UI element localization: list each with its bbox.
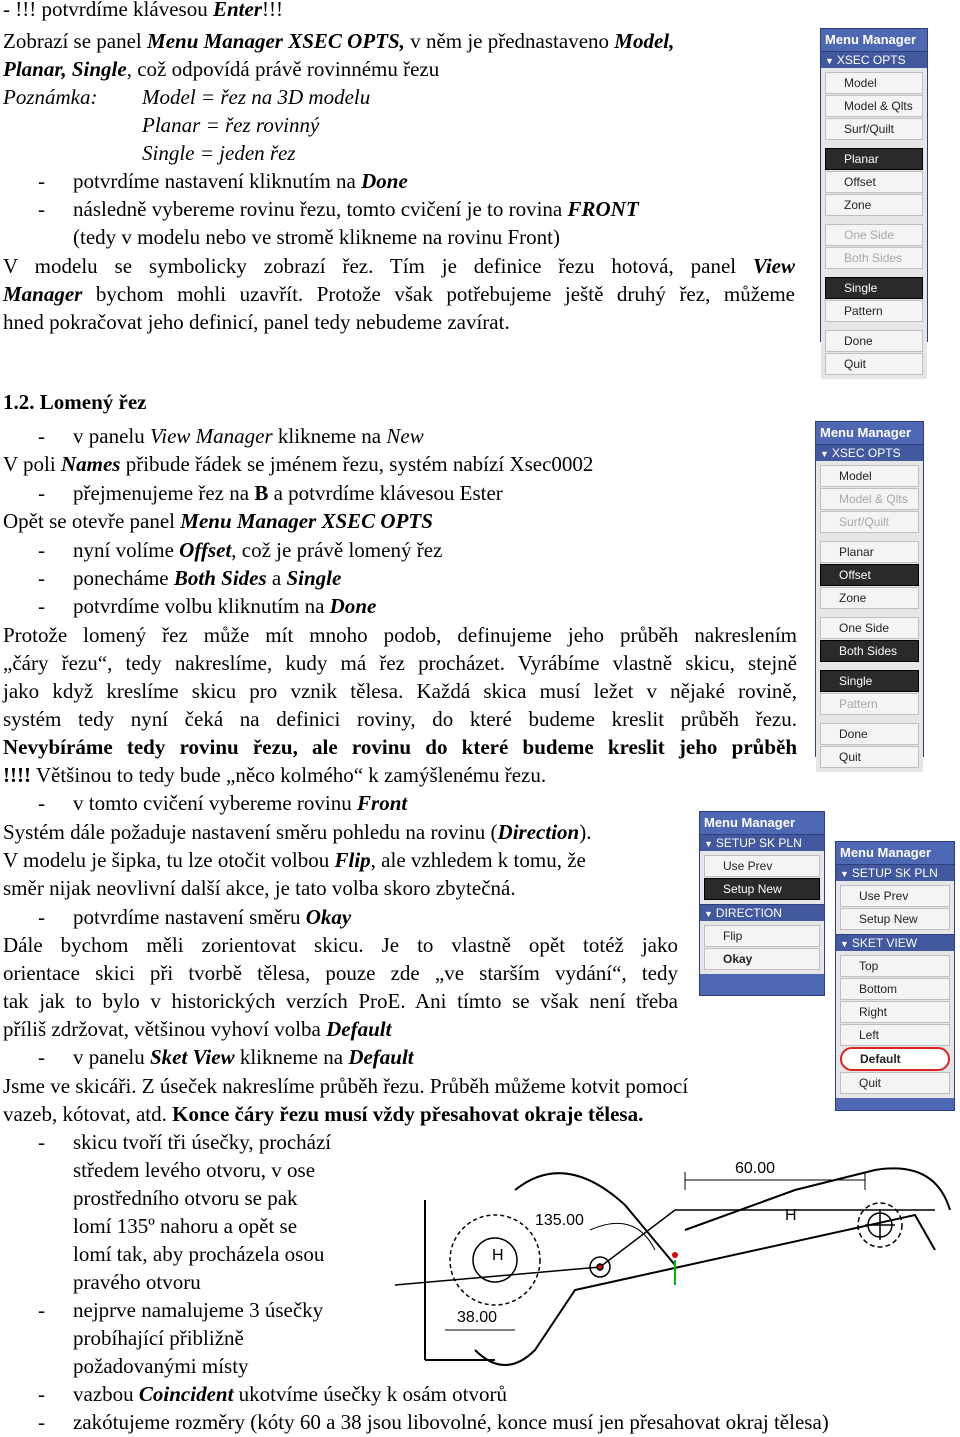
menu-group xyxy=(821,144,927,220)
menu-item-setup-new[interactable]: Setup New xyxy=(704,878,820,900)
line-seg-2: středem levého otvoru, v ose xyxy=(73,1158,316,1182)
outline-lower xyxy=(475,1215,935,1365)
line-sketcher: Jsme ve skicáři. Z úseček nakreslíme průběh řezu. Průběh můžeme kotvit pomocí xyxy=(3,1074,689,1098)
para-line-1: Protože lomený řez může mít mnoho podob, definujeme jeho průběh nakreslením xyxy=(3,623,797,647)
menu-item-quit[interactable]: Quit xyxy=(840,1072,950,1094)
line-orient-2: orientace skici při tvorbě tělesa, pouze zde „ve starším vydání“, tedy xyxy=(3,961,678,985)
menu-group xyxy=(816,719,923,772)
menu-item-offset[interactable]: Offset xyxy=(820,564,919,586)
menu-item-both-sides[interactable]: Both Sides xyxy=(825,247,923,269)
menu-item-use-prev[interactable]: Use Prev xyxy=(704,855,820,877)
menu-group xyxy=(821,68,927,144)
line-seg-6: pravého otvoru xyxy=(73,1270,201,1294)
panel-title: Menu Manager xyxy=(704,815,796,830)
triangle-down-icon: ▼ xyxy=(704,909,713,919)
panel-section-setup-sk-pln[interactable]: ▼ SETUP SK PLN xyxy=(836,864,954,881)
menu-item-model-qlts[interactable]: Model & Qlts xyxy=(825,95,923,117)
h-label-right: H xyxy=(785,1207,797,1224)
line-names: V poli Names přibude řádek se jménem řezu, systém nabízí Xsec0002 xyxy=(3,452,594,476)
note-model: Model = řez na 3D modelu xyxy=(142,85,371,109)
outline-upper-right xyxy=(685,1168,950,1230)
sketch-drawing xyxy=(395,1150,960,1385)
dim-135-arc xyxy=(590,1223,655,1250)
line-seg-4: lomí 135º nahoru a opět se xyxy=(73,1214,298,1238)
note-label: Poznámka: xyxy=(3,85,98,109)
panel-title: Menu Manager xyxy=(840,845,932,860)
menu-item-done[interactable]: Done xyxy=(825,330,923,352)
menu-item-offset[interactable]: Offset xyxy=(825,171,923,193)
dim-60-label: 60.00 xyxy=(735,1160,776,1177)
line-manager-close: Manager bychom mohli uzavřít. Protože však potřebujeme ještě druhý řez, můžeme xyxy=(3,282,795,306)
menu-item-model-qlts[interactable]: Model & Qlts xyxy=(820,488,919,510)
menu-group xyxy=(816,461,923,537)
panel-section-xsec-opts[interactable]: ▼ XSEC OPTS xyxy=(821,51,927,68)
menu-item-okay[interactable]: Okay xyxy=(704,948,820,970)
menu-manager-panel-3 xyxy=(699,811,825,996)
triangle-down-icon: ▼ xyxy=(840,869,849,879)
menu-item-model[interactable]: Model xyxy=(820,465,919,487)
menu-manager-panel-2 xyxy=(815,421,924,764)
panel-title: Menu Manager xyxy=(820,425,912,440)
panel-section-xsec-opts[interactable]: ▼ XSEC OPTS xyxy=(816,444,923,461)
menu-manager-panel-1 xyxy=(820,28,928,371)
line-orient-1: Dále bychom měli zorientovat skicu. Je to vlastně opět totéž jako xyxy=(3,933,678,957)
triangle-down-icon: ▼ xyxy=(840,939,849,949)
menu-item-zone[interactable]: Zone xyxy=(825,194,923,216)
menu-item-use-prev[interactable]: Use Prev xyxy=(840,885,950,907)
menu-item-one-side[interactable]: One Side xyxy=(820,617,919,639)
line-continue: hned pokračovat jeho definicí, panel tedy nebudeme zavírat. xyxy=(3,310,510,334)
menu-group xyxy=(821,220,927,273)
menu-group xyxy=(816,666,923,719)
menu-item-top[interactable]: Top xyxy=(840,955,950,977)
line-draw-3: požadovanými místy xyxy=(73,1354,249,1378)
line-planar-single: Planar, Single, což odpovídá právě rovinnému řezu xyxy=(3,57,440,81)
menu-item-default[interactable]: Default xyxy=(840,1047,950,1071)
menu-group xyxy=(816,537,923,613)
menu-item-single[interactable]: Single xyxy=(825,277,923,299)
menu-group xyxy=(700,921,824,974)
red-point xyxy=(672,1252,678,1258)
para-line-3: jako když kreslíme skicu pro vznik tělesa. Každá skica musí ležet v nějaké rovině, xyxy=(3,679,797,703)
menu-item-planar[interactable]: Planar xyxy=(820,541,919,563)
line-orient-3: tak jak to bylo v historických verzích ProE. Ani tímto se však není třeba xyxy=(3,989,678,1013)
line-seg-3: prostředního otvoru se pak xyxy=(73,1186,298,1210)
menu-item-model[interactable]: Model xyxy=(825,72,923,94)
note-single: Single = jeden řez xyxy=(142,141,296,165)
menu-group xyxy=(836,951,954,1098)
line-reopen: Opět se otevře panel Menu Manager XSEC OPTS xyxy=(3,509,433,533)
menu-item-one-side[interactable]: One Side xyxy=(825,224,923,246)
panel-section-sket-view[interactable]: ▼ SKET VIEW xyxy=(836,934,954,951)
line-panel-intro: Zobrazí se panel Menu Manager XSEC OPTS, v něm je přednastaveno Model, xyxy=(3,29,675,53)
red-point-2 xyxy=(598,1265,602,1269)
line-view-manager: V modelu se symbolicky zobrazí řez. Tím je definice řezu hotová, panel View xyxy=(3,254,795,278)
dim-38-label: 38.00 xyxy=(457,1309,498,1326)
line-enter: - !!! potvrdíme klávesou Enter!!! xyxy=(3,0,283,21)
menu-manager-panel-4 xyxy=(835,841,955,1111)
menu-item-surf-quilt[interactable]: Surf/Quilt xyxy=(825,118,923,140)
menu-item-quit[interactable]: Quit xyxy=(820,746,919,768)
menu-group xyxy=(821,273,927,326)
menu-group xyxy=(821,326,927,379)
para-line-4: systém tedy nyní čeká na definici roviny, do které budeme kreslit průběh řezu. xyxy=(3,707,797,731)
line-orient-4: příliš zdržovat, většinou vyhoví volba Default xyxy=(3,1017,392,1041)
line-constraints: vazeb, kótovat, atd. Konce čáry řezu musí vždy přesahovat okraje tělesa. xyxy=(3,1102,644,1126)
para-line-2: „čáry řezu“, tedy nakreslíme, kudy má řez procházet. Vyrábíme vlastně skicu, stejně xyxy=(3,651,797,675)
panel-title: Menu Manager xyxy=(825,32,917,47)
line-flip-useless: směr nijak neovlivní další akce, je tato volba skoro zbytečná. xyxy=(3,876,516,900)
para-line-6: !!!! Většinou to tedy bude „něco kolmého“ k zamýšlenému řezu. xyxy=(3,763,547,787)
line-flip: V modelu je šipka, tu lze otočit volbou Flip, ale vzhledem k tomu, že xyxy=(3,848,586,872)
triangle-down-icon: ▼ xyxy=(704,839,713,849)
line-draw-2: probíhající přibližně xyxy=(73,1326,244,1350)
menu-item-zone[interactable]: Zone xyxy=(820,587,919,609)
menu-item-pattern[interactable]: Pattern xyxy=(820,693,919,715)
panel-section-direction[interactable]: ▼ DIRECTION xyxy=(700,904,824,921)
menu-item-right[interactable]: Right xyxy=(840,1001,950,1023)
line-seg-5: lomí tak, aby procházela osou xyxy=(73,1242,325,1266)
menu-group xyxy=(836,881,954,934)
triangle-down-icon: ▼ xyxy=(825,56,834,66)
h-label-left: H xyxy=(492,1247,504,1264)
menu-item-setup-new[interactable]: Setup New xyxy=(840,908,950,930)
menu-item-pattern[interactable]: Pattern xyxy=(825,300,923,322)
menu-item-flip[interactable]: Flip xyxy=(704,925,820,947)
panel-section-setup-sk-pln[interactable]: ▼ SETUP SK PLN xyxy=(700,834,824,851)
note-planar: Planar = řez rovinný xyxy=(142,113,320,137)
line-front-note: (tedy v modelu nebo ve stromě klikneme na rovinu Front) xyxy=(73,225,560,249)
menu-item-done[interactable]: Done xyxy=(820,723,919,745)
menu-item-both-sides[interactable]: Both Sides xyxy=(820,640,919,662)
section-heading: 1.2. Lomený řez xyxy=(3,390,147,414)
triangle-down-icon: ▼ xyxy=(820,449,829,459)
menu-item-surf-quilt[interactable]: Surf/Quilt xyxy=(820,511,919,533)
menu-item-single[interactable]: Single xyxy=(820,670,919,692)
menu-item-quit[interactable]: Quit xyxy=(825,353,923,375)
line-direction: Systém dále požaduje nastavení směru pohledu na rovinu (Direction). xyxy=(3,820,592,844)
menu-item-bottom[interactable]: Bottom xyxy=(840,978,950,1000)
menu-group xyxy=(816,613,923,666)
dim-135-label: 135.00 xyxy=(535,1212,584,1229)
para-line-5-bold: Nevybíráme tedy rovinu řezu, ale rovinu do které budeme kreslit jeho průběh xyxy=(3,735,797,759)
menu-group xyxy=(700,851,824,904)
menu-item-planar[interactable]: Planar xyxy=(825,148,923,170)
menu-item-left[interactable]: Left xyxy=(840,1024,950,1046)
